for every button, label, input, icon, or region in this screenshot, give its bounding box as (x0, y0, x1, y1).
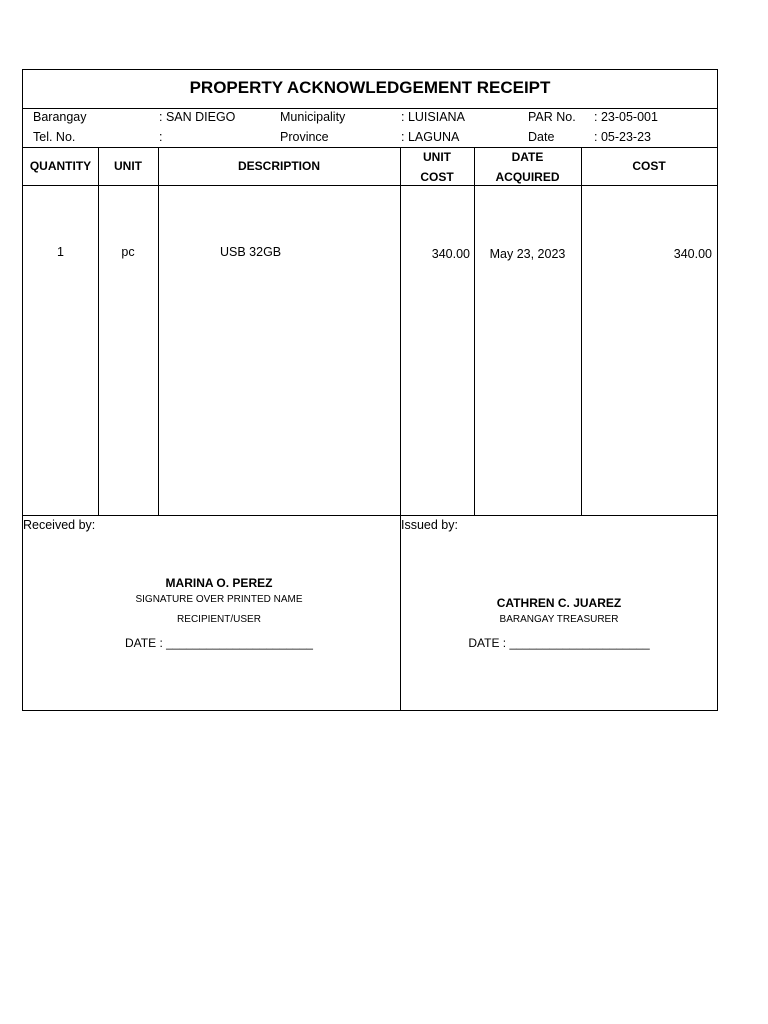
recipient-role: RECIPIENT/USER (177, 614, 261, 625)
col-divider-4 (474, 147, 475, 515)
header-unit-cost-line1: UNIT (423, 150, 451, 164)
issuer-date-line: DATE : _____________________ (468, 636, 650, 650)
issuer-role: BARANGAY TREASURER (499, 614, 619, 625)
item-unit-cost: 340.00 (431, 247, 470, 261)
recipient-date-line: DATE : ______________________ (125, 636, 313, 650)
municipality-label: Municipality (280, 110, 346, 124)
header-quantity: QUANTITY (29, 159, 92, 173)
item-cost: 340.00 (673, 247, 712, 261)
info-divider (23, 147, 717, 148)
received-by-label: Received by: (23, 518, 96, 532)
header-description: DESCRIPTION (237, 159, 320, 173)
par-label: PAR No. (528, 110, 576, 124)
tel-value: : (159, 130, 163, 144)
col-divider-3 (400, 147, 401, 710)
issuer-name: CATHREN C. JUAREZ (496, 596, 622, 610)
items-divider (23, 515, 717, 516)
form-title: PROPERTY ACKNOWLEDGEMENT RECEIPT (189, 78, 551, 97)
recipient-name: MARINA O. PEREZ (165, 576, 273, 590)
col-divider-2 (158, 147, 159, 515)
header-date-acquired-line2: ACQUIRED (495, 170, 560, 184)
tel-label: Tel. No. (33, 130, 76, 144)
barangay-label: Barangay (33, 110, 87, 124)
header-unit-cost-line2: COST (420, 170, 454, 184)
issued-by-label: Issued by: (401, 518, 458, 532)
date-label: Date (528, 130, 555, 144)
item-date-acquired: May 23, 2023 (489, 247, 566, 261)
header-divider (23, 185, 717, 186)
receipt-form (22, 69, 718, 711)
header-date-acquired-line1: DATE (511, 150, 544, 164)
item-unit: pc (121, 245, 135, 259)
recipient-signature-caption: SIGNATURE OVER PRINTED NAME (135, 594, 303, 605)
par-value: : 23-05-001 (594, 110, 658, 124)
col-divider-1 (98, 147, 99, 515)
header-cost: COST (632, 159, 666, 173)
province-value: : LAGUNA (401, 130, 460, 144)
col-divider-5 (581, 147, 582, 515)
header-unit: UNIT (114, 159, 142, 173)
item-quantity: 1 (57, 245, 64, 259)
date-value: : 05-23-23 (594, 130, 651, 144)
municipality-value: : LUISIANA (401, 110, 465, 124)
province-label: Province (280, 130, 329, 144)
title-divider (23, 108, 717, 109)
barangay-value: : SAN DIEGO (159, 110, 236, 124)
item-description: USB 32GB (220, 245, 282, 259)
